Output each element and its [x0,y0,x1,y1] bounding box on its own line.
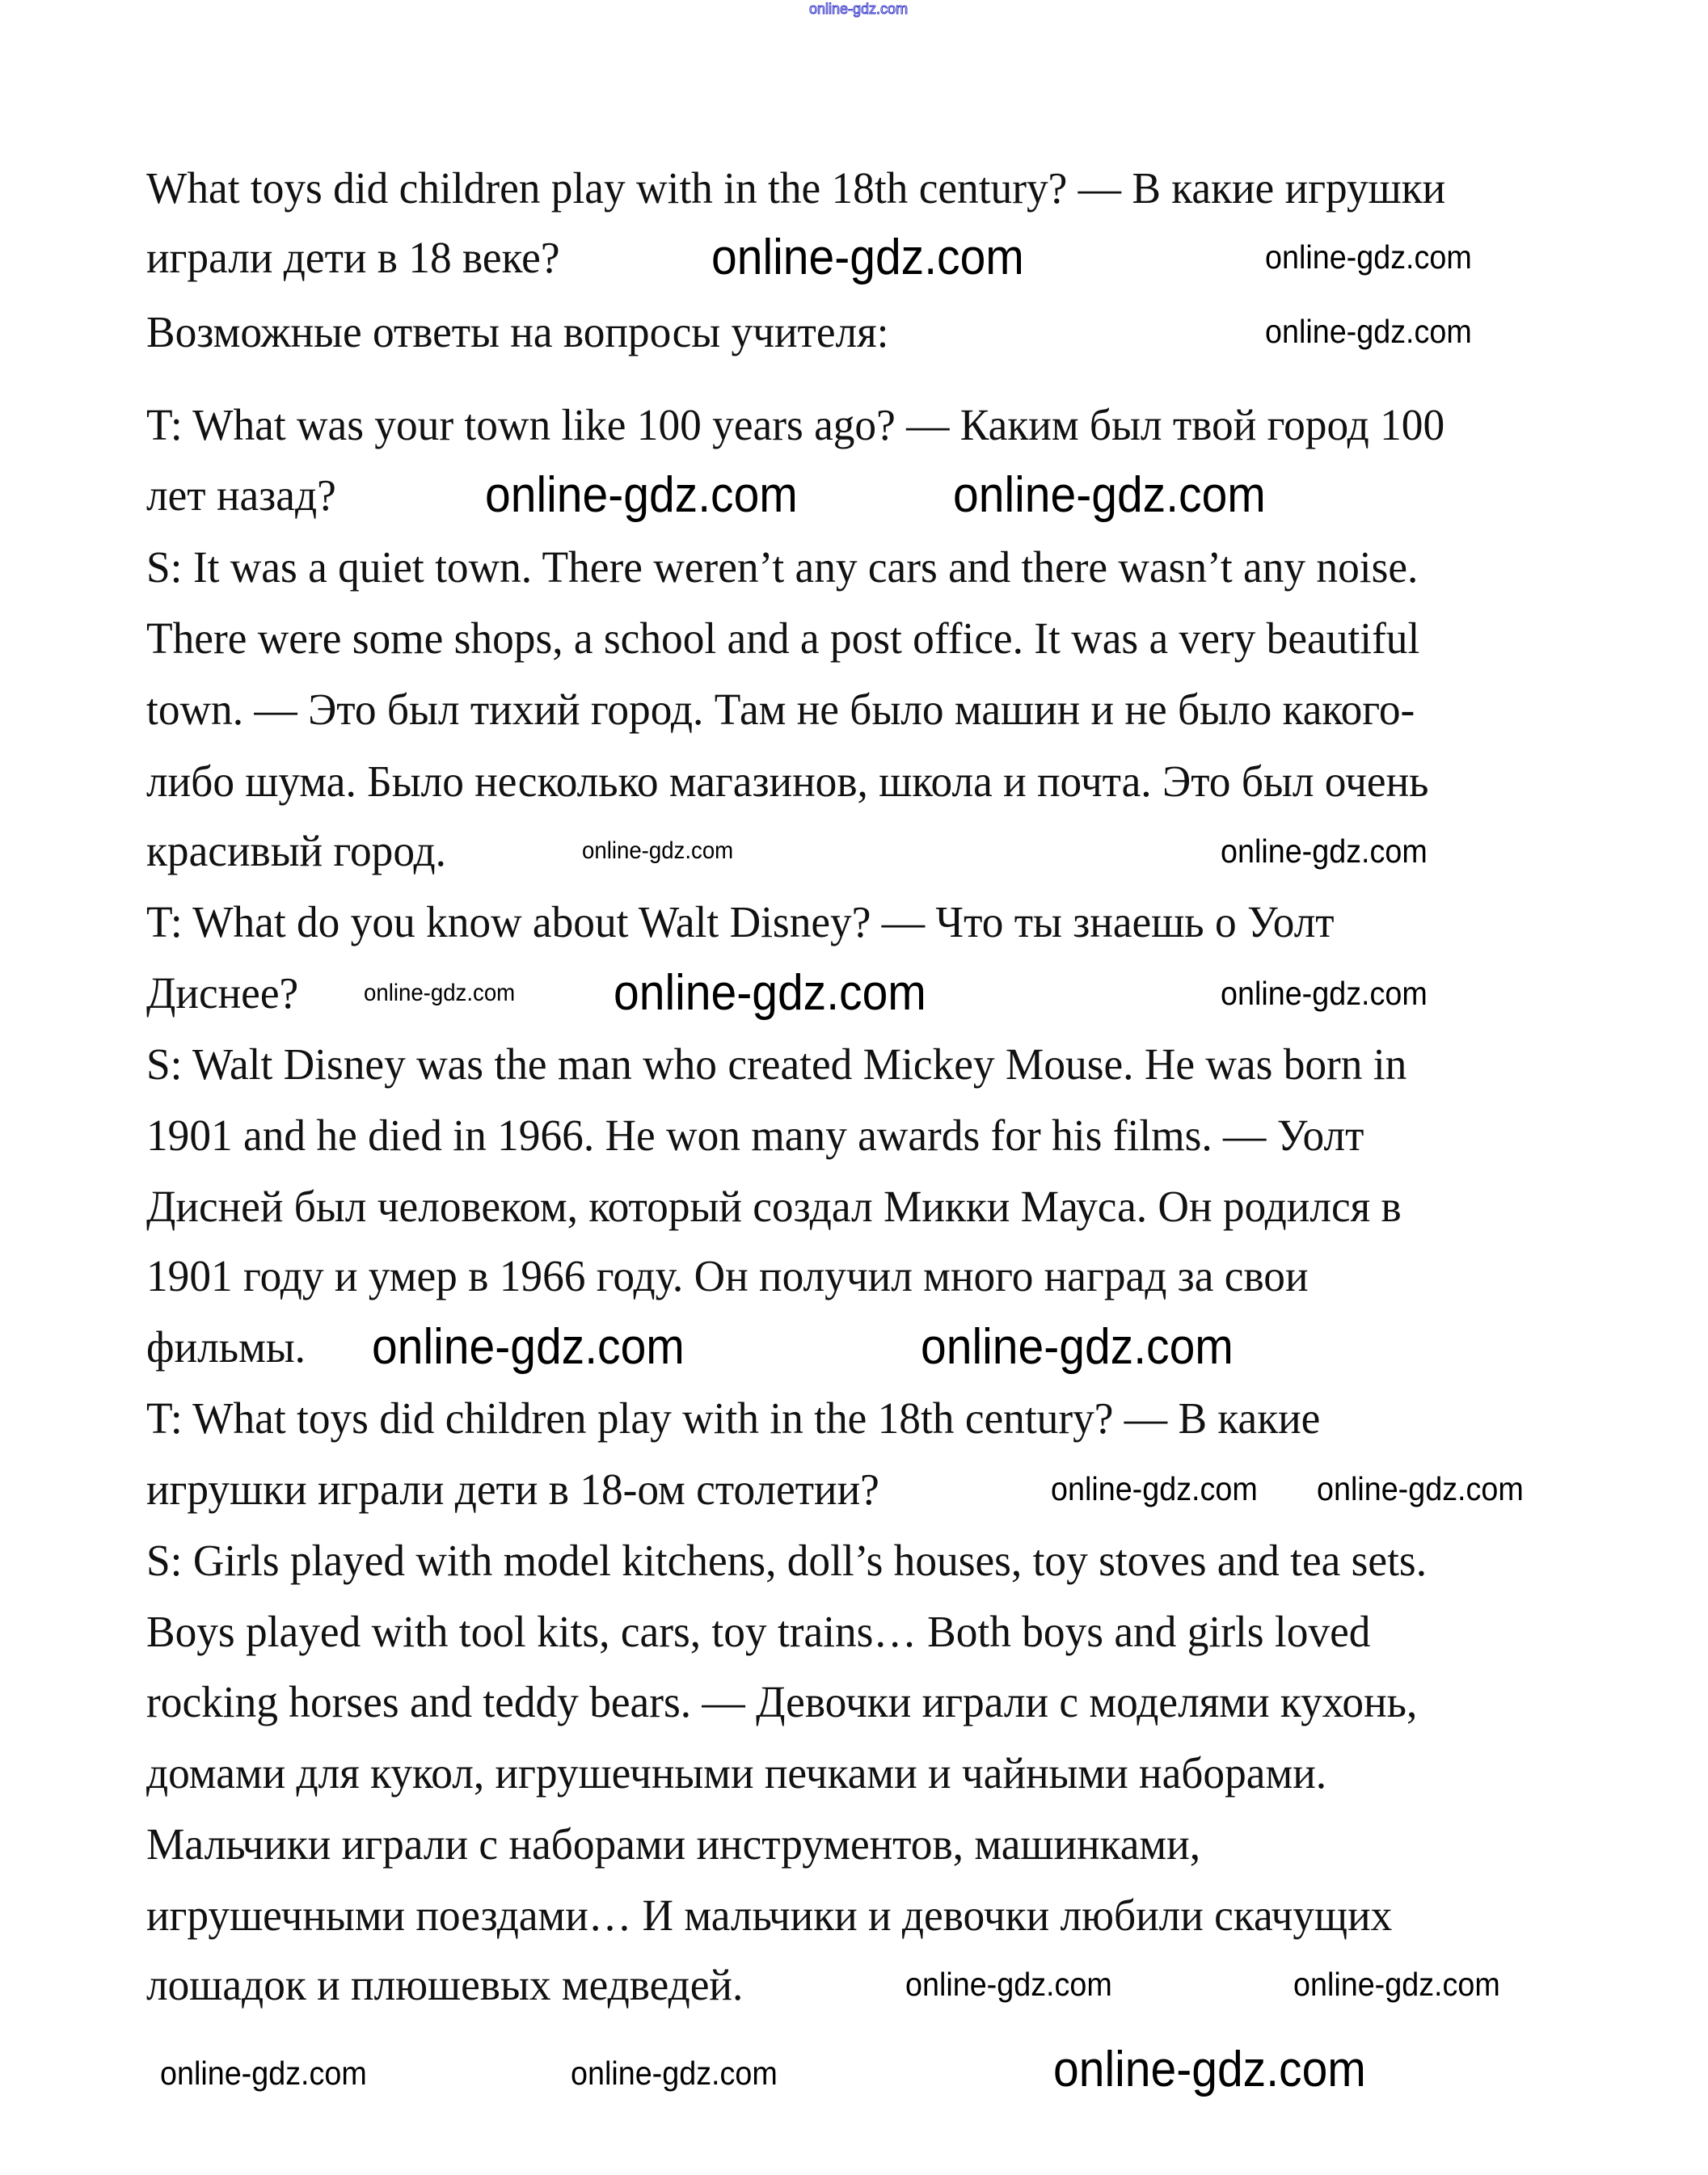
watermark: online-gdz.com [1051,1470,1258,1507]
text-line: town. — Это был тихий город. Там не было машин и не было какого- [146,685,1415,734]
text-line: What toys did children play with in the 18th century? — В какие игрушки [146,163,1446,213]
watermark: online-gdz.com [1221,975,1428,1012]
watermark: online-gdz.com [614,965,926,1021]
watermark: online-gdz.com [364,980,516,1006]
watermark-top: online-gdz.com [809,1,909,17]
watermark: online-gdz.com [1265,238,1472,276]
text-line: игрушечными поездами… И мальчики и девочки любили скачущих [146,1890,1393,1940]
text-line: либо шума. Было несколько магазинов, школа и почта. Это был очень [146,757,1429,806]
watermark: online-gdz.com [571,2055,778,2092]
watermark: online-gdz.com [372,1319,685,1375]
watermark: online-gdz.com [1317,1470,1524,1507]
watermark: online-gdz.com [485,467,798,523]
text-line: 1901 году и умер в 1966 году. Он получил много наград за свои [146,1251,1309,1300]
text-line: Диснее? [146,968,299,1018]
text-line: rocking horses and teddy bears. — Девочки играли с моделями кухонь, [146,1677,1418,1726]
watermark: online-gdz.com [711,230,1024,285]
text-line: Дисней был человеком, который создал Микки Мауса. Он родился в [146,1182,1402,1231]
watermark: online-gdz.com [1053,2042,1366,2097]
text-line: T: What was your town like 100 years ago? — Каким был твой город 100 [146,400,1445,449]
watermark: online-gdz.com [582,837,734,864]
text-line: S: Walt Disney was the man who created Mickey Mouse. He was born in [146,1039,1407,1089]
text-line: There were some shops, a school and a post office. It was a very beautiful [146,613,1420,663]
text-line: красивый город. [146,826,446,875]
section-heading: Возможные ответы на вопросы учителя: [146,307,889,356]
text-line: 1901 and he died in 1966. He won many awards for his films. — Уолт [146,1111,1364,1160]
text-line: Мальчики играли с наборами инструментов, машинками, [146,1819,1201,1869]
watermark: online-gdz.com [953,467,1266,523]
text-line: игрушки играли дети в 18-ом столетии? [146,1465,879,1514]
text-line: S: It was a quiet town. There weren’t any cars and there wasn’t any noise. [146,542,1419,592]
text-line: играли дети в 18 веке? [146,233,560,282]
text-line: фильмы. [146,1322,306,1372]
text-line: S: Girls played with model kitchens, doll’s houses, toy stoves and tea sets. [146,1536,1428,1585]
text-line: лошадок и плюшевых медведей. [146,1960,744,2009]
watermark: online-gdz.com [1293,1966,1500,2003]
watermark: online-gdz.com [1221,832,1428,870]
watermark: online-gdz.com [921,1319,1234,1375]
text-line: домами для кукол, игрушечными печками и чайными наборами. [146,1748,1327,1798]
watermark: online-gdz.com [905,1966,1112,2003]
text-line: Boys played with tool kits, cars, toy trains… Both boys and girls loved [146,1607,1371,1656]
watermark: online-gdz.com [160,2055,367,2092]
text-line: T: What toys did children play with in the 18th century? — В какие [146,1393,1321,1443]
text-line: T: What do you know about Walt Disney? — Что ты знаешь о Уолт [146,897,1335,946]
text-line: лет назад? [146,470,336,520]
watermark: online-gdz.com [1265,313,1472,350]
